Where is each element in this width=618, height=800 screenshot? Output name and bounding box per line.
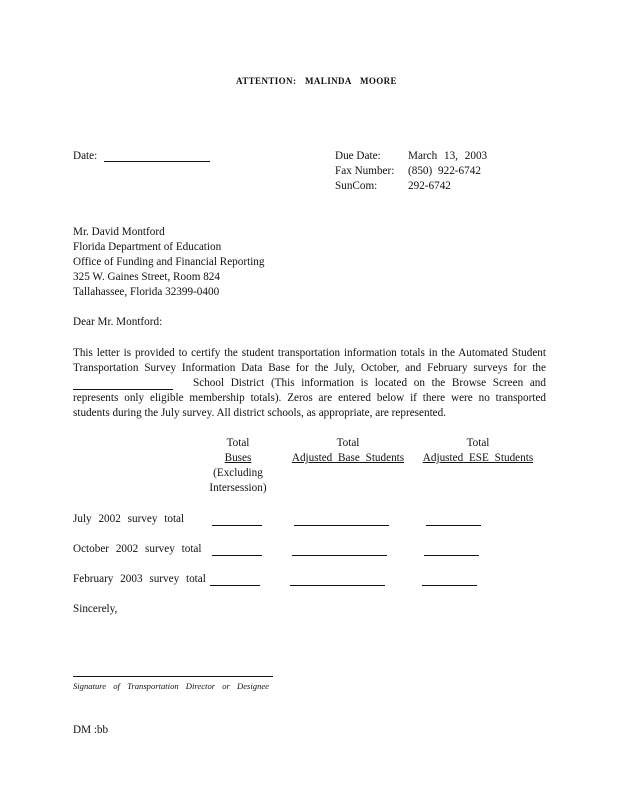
buses-header-note: Intersession) (209, 482, 267, 494)
ese-header-top: Total (466, 437, 490, 449)
february-ese-field[interactable] (422, 585, 477, 586)
october-buses-field[interactable] (212, 555, 262, 556)
date-label: Date: (73, 150, 98, 162)
body-line-with-blank (73, 376, 546, 391)
school-district-field[interactable] (73, 389, 173, 390)
base-students-column-header (288, 436, 408, 466)
october-base-field[interactable] (292, 555, 387, 556)
address-line: Mr. David Montford (73, 226, 165, 238)
signature-caption: Signature of Transportation Director or Designee (73, 681, 269, 691)
address-line: Florida Department of Education (73, 241, 222, 253)
date-field[interactable] (104, 161, 210, 162)
attention-line: ATTENTION: MALINDA MOORE (236, 76, 397, 86)
row-label-february: February 2003 survey total (73, 573, 206, 585)
suncom-value: 292-6742 (408, 180, 451, 192)
address-line: Office of Funding and Financial Reporting (73, 256, 265, 268)
body-line-text: School District (This information is located on the Browse Screen and (193, 377, 546, 389)
address-line: 325 W. Gaines Street, Room 824 (73, 271, 220, 283)
fax-number-value: (850) 922-6742 (408, 165, 481, 177)
fax-number-label: Fax Number: (335, 165, 395, 177)
october-ese-field[interactable] (424, 555, 479, 556)
due-date-label: Due Date: (335, 150, 381, 162)
february-base-field[interactable] (290, 585, 385, 586)
row-label-july: July 2002 survey total (73, 513, 185, 525)
body-paragraph (73, 346, 546, 421)
signature-field[interactable] (73, 676, 273, 677)
july-buses-field[interactable] (212, 525, 262, 526)
ese-students-column-header (420, 436, 536, 466)
body-line: students during the July survey. All district schools, as appropriate, are represented. (73, 407, 447, 419)
address-line: Tallahassee, Florida 32399-0400 (73, 286, 220, 298)
buses-header-label: Buses (224, 452, 252, 464)
body-line: Transportation Survey Information Data Base for the July, October, and February surveys for the (73, 362, 546, 374)
base-header-top: Total (336, 437, 360, 449)
july-ese-field[interactable] (426, 525, 481, 526)
body-line: represents only eligible membership totals). Zeros are entered below if there were no transported (73, 392, 546, 404)
buses-column-header (205, 436, 271, 496)
body-line: This letter is provided to certify the student transportation information totals in the Automated Student (73, 347, 546, 359)
suncom-label: SunCom: (335, 180, 378, 192)
due-date-value: March 13, 2003 (408, 150, 488, 162)
ese-header-label: Adjusted ESE Students (422, 452, 534, 464)
buses-header-note: (Excluding (213, 467, 263, 479)
initials: DM :bb (73, 724, 109, 736)
july-base-field[interactable] (294, 525, 389, 526)
base-header-label: Adjusted Base Students (291, 452, 405, 464)
closing: Sincerely, (73, 603, 118, 615)
february-buses-field[interactable] (210, 585, 260, 586)
salutation: Dear Mr. Montford: (73, 316, 163, 328)
row-label-october: October 2002 survey total (73, 543, 202, 555)
buses-header-top: Total (226, 437, 250, 449)
